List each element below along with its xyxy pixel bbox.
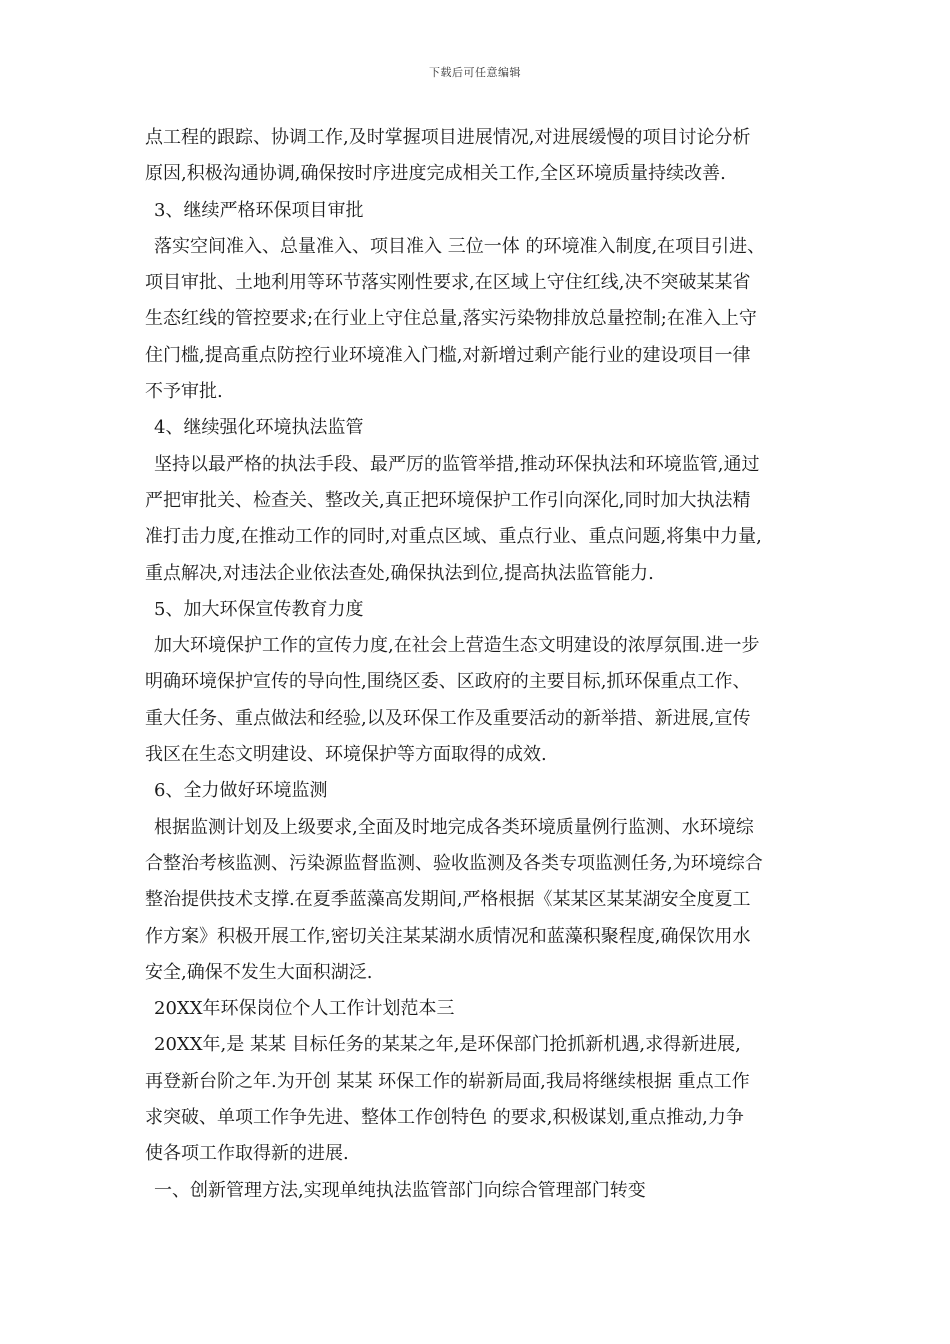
paragraph-line: 求突破、单项工作争先进、整体工作创特色 的要求,积极谋划,重点推动,力争 [145, 1107, 744, 1129]
paragraph-first-line: 坚持以最严格的执法手段、最严厉的监管举措,推动环保执法和环境监管,通过 [154, 453, 760, 475]
paragraph-line: 重大任务、重点做法和经验,以及环保工作及重要活动的新举措、新进展,宣传 [145, 707, 751, 729]
paragraph-first-line: 落实空间准入、总量准入、项目准入 三位一体 的环境准入制度,在项目引进、 [154, 235, 766, 257]
paragraph-line: 住门槛,提高重点防控行业环境准入门槛,对新增过剩产能行业的建设项目一律 [145, 344, 751, 366]
section-heading: 3、继续严格环保项目审批 [154, 199, 364, 221]
paragraph-line: 严把审批关、检查关、整改关,真正把环境保护工作引向深化,同时加大执法精 [145, 489, 751, 511]
paragraph-line: 准打击力度,在推动工作的同时,对重点区域、重点行业、重点问题,将集中力量, [145, 526, 762, 548]
section-heading: 5、加大环保宣传教育力度 [154, 598, 364, 620]
section-heading: 20XX年环保岗位个人工作计划范本三 [154, 998, 455, 1020]
paragraph-line: 再登新台阶之年.为开创 某某 环保工作的崭新局面,我局将继续根据 重点工作 [145, 1070, 750, 1092]
paragraph-first-line: 20XX年,是 某某 目标任务的某某之年,是环保部门抢抓新机遇,求得新进展, [154, 1034, 741, 1056]
document-body [145, 120, 813, 1209]
paragraph-line: 作方案》积极开展工作,密切关注某某湖水质情况和蓝藻积聚程度,确保饮用水 [145, 925, 751, 947]
paragraph-line: 整治提供技术支撑.在夏季蓝藻高发期间,严格根据《某某区某某湖安全度夏工 [145, 889, 751, 911]
paragraph-line: 重点解决,对违法企业依法查处,确保执法到位,提高执法监管能力. [145, 562, 654, 584]
paragraph-line: 项目审批、土地利用等环节落实刚性要求,在区域上守住红线,决不突破某某省 [145, 272, 751, 294]
paragraph-line: 明确环境保护宣传的导向性,围绕区委、区政府的主要目标,抓环保重点工作、 [145, 671, 751, 693]
paragraph-line: 不予审批. [145, 381, 223, 403]
page-header-note: 下载后可任意编辑 [429, 66, 521, 79]
section-heading: 一、创新管理方法,实现单纯执法监管部门向综合管理部门转变 [154, 1179, 646, 1201]
paragraph-line: 原因,积极沟通协调,确保按时序进度完成相关工作,全区环境质量持续改善. [145, 163, 726, 185]
paragraph-first-line: 加大环境保护工作的宣传力度,在社会上营造生态文明建设的浓厚氛围.进一步 [154, 635, 760, 657]
paragraph-line: 点工程的跟踪、协调工作,及时掌握项目进展情况,对进展缓慢的项目讨论分析 [145, 127, 751, 148]
paragraph-line: 安全,确保不发生大面积湖泛. [145, 961, 373, 983]
paragraph-line: 生态红线的管控要求;在行业上守住总量,落实污染物排放总量控制;在准入上守 [145, 308, 757, 330]
paragraph-first-line: 根据监测计划及上级要求,全面及时地完成各类环境质量例行监测、水环境综 [154, 816, 754, 838]
section-heading: 4、继续强化环境执法监管 [154, 417, 364, 439]
section-heading: 6、全力做好环境监测 [154, 780, 328, 802]
paragraph-line: 合整治考核监测、污染源监督监测、验收监测及各类专项监测任务,为环境综合 [145, 852, 763, 874]
paragraph-line: 我区在生态文明建设、环境保护等方面取得的成效. [145, 744, 547, 766]
paragraph-line: 使各项工作取得新的进展. [145, 1143, 349, 1165]
